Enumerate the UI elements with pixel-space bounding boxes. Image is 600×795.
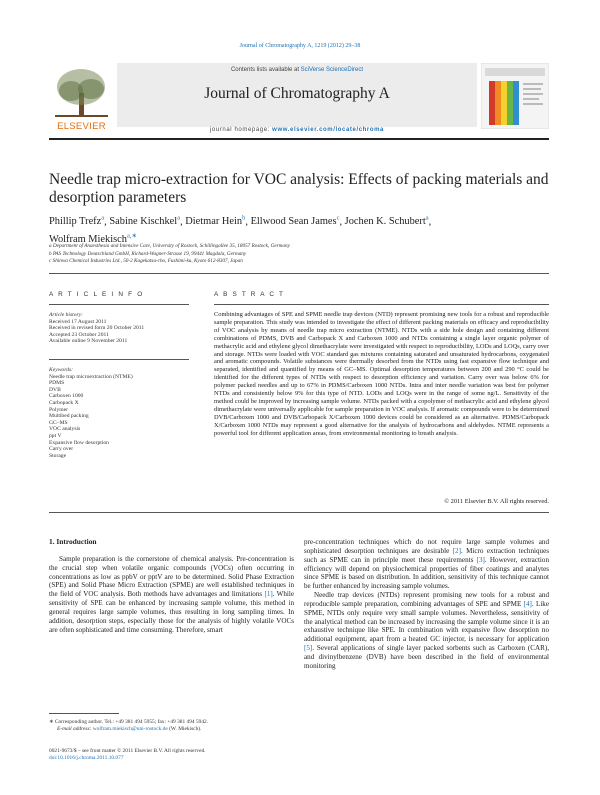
article-history: Article history: Received 17 August 2011 Received in revised form 20 October 2011 Accepted 23 October 2011 Available online 9 November 2011 — [49, 312, 189, 345]
reference-link[interactable]: [4] — [523, 599, 532, 608]
section-heading: 1. Introduction — [49, 537, 97, 546]
body-column-left — [49, 538, 294, 634]
author[interactable]: Ellwood Sean James$^c$ — [250, 215, 340, 228]
author[interactable]: Dietmar Hein$^b$ — [185, 215, 246, 228]
email-line: E-mail address: wolfram.miekisch@uni-rostock.de (W. Miekisch). — [57, 726, 202, 732]
abstract-text: Combining advantages of SPE and SPME needle trap devices (NTD) represent promising new tools for a robust and reproducible sample preparation. This study was intended to investigate the effect of different packing materials on efficacy and reproducibility of VOC analysis by means of needle trap micro extraction (NTME). NTDs with a side hole design and containing different combinations of PDMS, DVB and Carbopack X and Carboxen 1000 and NTDs containing a single layer organic polymer of methacrylic acid and ethylene glycol dimethacrylate were investigated with respect to reproducibility, LODs and LOQs, carry over and storage. NTDs were loaded with VOC standard gas mixtures containing saturated and unsaturated hydrocarbons, oxygenated and aromatic compounds. Volatile substances were thermally desorbed from the NTDs using fast expansive flow technique and separated, identified and quantified by means of GC–MS. Optimal desorption temperatures between 200 and 290 °C could be identified for the different types of NTDs with respect to desorption efficiency and variation. Carry over was below 6% for polymer packed needles and up to 67% in PDMS/Carboxen 1000 NTDs. Intra and inter needle variation was best for polymer NTDs and consistently below 9% for this type of NTD. LODs and LOQs were in the range of some ng/L. Sensitivity of the method could be improved by increasing sample volume. NTDs packed with a copolymer of methacrylic acid and ethylene glycol dimethacrylate were universally applicable for sample preparation in VOC analysis. If aromatic compounds were to be determined DVB/Carboxen 1000 and DVB/Carbopack X/Carboxen 1000 devices could be considered as an alternative. PDMS/Carbopack X/Carboxen 1000 NTDs may represent a good alternative for the analysis of hydrocarbons and aldehydes. NTME represents a powerful tool for different application areas, from environmental monitoring to breath analysis. — [214, 311, 549, 437]
keyword: Carry over — [49, 446, 74, 453]
keyword: GC–MS — [49, 419, 68, 426]
journal-homepage: journal homepage: www.elsevier.com/locate/chroma — [210, 127, 384, 133]
homepage-link[interactable]: www.elsevier.com/locate/chroma — [272, 127, 384, 133]
contents-line: Contents lists available at SciVerse ScienceDirect — [230, 67, 364, 73]
journal-citation[interactable]: Journal of Chromatography A, 1219 (2012) 29–38 — [239, 43, 361, 49]
paragraph: pre-concentration techniques which do not require large sample volumes and sophisticated desorption techniques are desirable [2]. Micro extraction techniques such as SPME can in principle meet these requirements [3]. However, extraction efficiency will depend on physiochemical properties of fiber coatings and analytes since SPME is based on distribution. In addition, sensitivity of this technique cannot be further enhanced by increasing sample volumes. — [304, 538, 550, 591]
keyword: PDMS — [49, 380, 65, 387]
copyright: © 2011 Elsevier B.V. All rights reserved. — [444, 498, 549, 505]
keyword: ppt V — [49, 432, 62, 439]
abstract-end-rule — [49, 512, 549, 513]
keyword: DVB — [49, 386, 61, 393]
history-item: Received 17 August 2011 — [49, 318, 107, 325]
history-rule — [49, 359, 189, 360]
footnotes — [49, 719, 294, 733]
affiliation: a Department of Anaesthesia and Intensive Care, University of Rostock, Schillingallee 35, 18057 Rostock, Germany — [49, 243, 290, 249]
journal-title: Journal of Chromatography A — [204, 85, 390, 102]
keyword: Expansive flow desorption — [49, 439, 109, 446]
keyword: Carbopack X — [49, 399, 79, 406]
footnote-rule — [49, 713, 119, 714]
author-list: Phillip Trefz$^a$, Sabine Kischkel$^a$, Dietmar Hein$^b$, Ellwood Sean James$^c$, Jochen K. Schubert$^a$, Wolfram Miekisch$^{a,∗}$ — [49, 215, 432, 245]
reference-link[interactable]: [2] — [452, 546, 461, 555]
abstract-rule — [214, 304, 549, 305]
reference-link[interactable]: [1] — [264, 590, 273, 599]
keyword: Carboxen 1000 — [49, 393, 84, 400]
paragraph: Sample preparation is the cornerstone of chemical analysis. Pre-concentration is the crucial step when volatile organic compounds (VOCs) often occurring in concentrations as low as ppbV or pptV are to be determined. Solid Phase Extraction (SPE) and Solid Phase Micro Extraction (SPME) are well established techniques in the field of VOC analysis. Both methods have advantages and limitations [1]. While sensitivity of SPE can be enhanced by increasing sample volume, this method in general requires large sample volumes, thus resulting in long sampling times. In addition, desorption steps, especially those for the analysis of highly volatile VOCs are often sophisticated and time consuming. Therefore, smart — [49, 554, 294, 634]
affiliation-rule — [49, 273, 549, 274]
keyword: Storage — [49, 452, 67, 459]
history-item: Available online 9 November 2011 — [49, 338, 128, 345]
article-info-heading: A R T I C L E I N F O — [49, 291, 144, 298]
info-rule — [49, 304, 189, 305]
affiliations — [49, 243, 549, 266]
elsevier-wordmark: ELSEVIER — [57, 121, 106, 132]
journal-masthead — [49, 57, 549, 137]
email-link[interactable]: wolfram.miekisch@uni-rostock.de — [92, 726, 168, 732]
author[interactable]: Sabine Kischkel$^a$ — [109, 215, 181, 228]
affiliation: b PAS Technology Deutschland GmbH, Richard-Wagner-Strasse 19, 99441 Magdala, Germany — [49, 250, 247, 257]
keyword: Multibed packing — [49, 413, 89, 420]
author[interactable]: Phillip Trefz$^a$ — [49, 215, 105, 228]
doi-link[interactable]: doi:10.1016/j.chroma.2011.10.077 — [49, 755, 124, 761]
issn-doi — [49, 748, 294, 762]
paragraph: Needle trap devices (NTDs) represent promising new tools for a robust and reproducible sample preparation, combining advantages of SPE and SPME [4]. Like SPME, NTDs only require very small sample volumes. Nevertheless, sensitivity of the analytical method can be increased by increasing the sample volume since it is an exhaustive technique like SPE. In combination with expansive flow desorption no additional equipment, apart from a heated GC injector, is necessary for application [5]. Several applications of single layer packed sorbents such as Carboxen (CAR), and divinylbenzene (DVB) have been described in the field of environmental monitoring — [304, 591, 549, 670]
keyword: Needle trap microextraction (NTME) — [49, 373, 133, 380]
body-column-right — [304, 538, 549, 671]
keyword: VOC analysis — [49, 426, 81, 433]
corresponding-author: ∗ Corresponding author. Tel.: +49 381 494 5955; fax: +49 381 494 5942. — [49, 719, 209, 725]
author[interactable]: Wolfram Miekisch$^{a,∗}$ — [49, 232, 137, 245]
elsevier-logo — [49, 63, 114, 133]
reference-link[interactable]: [5] — [304, 644, 313, 653]
affiliation: c Shinwa Chemical Industries Ltd., 50-2 Kagekatsu-cho, Fushimi-ku, Kyoto 612-8307, Japan — [49, 258, 243, 264]
article-title: Needle trap micro-extraction for VOC analysis: Effects of packing materials and desorption parameters — [49, 171, 549, 206]
sciverse-link[interactable]: SciVerse ScienceDirect — [300, 67, 364, 73]
reference-link[interactable]: [3] — [476, 555, 485, 564]
abstract-heading: A B S T R A C T — [214, 291, 285, 298]
journal-cover-thumbnail — [481, 63, 549, 129]
keywords: Keywords: Needle trap microextraction (NTME) PDMS DVB Carboxen 1000 Carbopack X Polymer Multibed packing GC–MS VOC analysis ppt V Expansive flow desorption Carry over Storage — [49, 367, 189, 459]
issn-line: 0021-9673/$ – see front matter © 2011 Elsevier B.V. All rights reserved. — [49, 748, 206, 754]
author[interactable]: Jochen K. Schubert$^a$ — [344, 215, 429, 228]
history-item: Received in revised form 20 October 2011 — [49, 325, 145, 332]
header-band — [117, 63, 477, 127]
header-rule — [49, 138, 549, 140]
history-item: Accepted 23 October 2011 — [49, 331, 109, 338]
keyword: Polymer — [49, 406, 68, 413]
